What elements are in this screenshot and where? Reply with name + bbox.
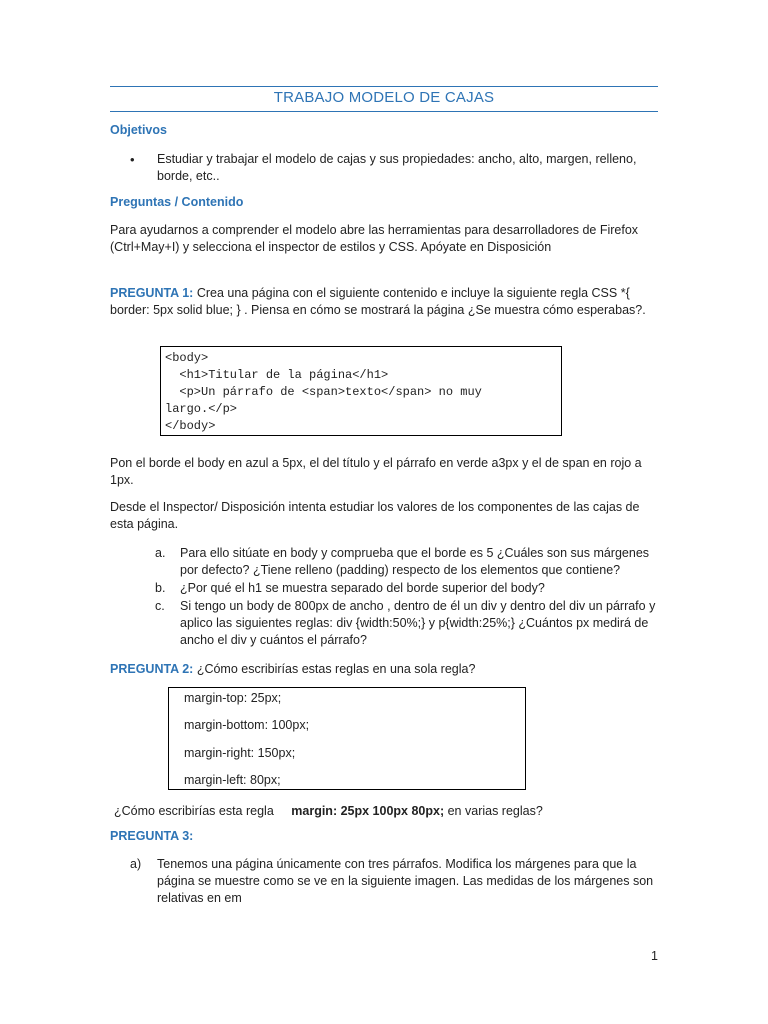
title-rule-bottom <box>110 111 658 112</box>
pregunta3-item-mark: a) <box>130 857 142 871</box>
code-line: </body> <box>165 419 216 433</box>
pregunta1-paragraph <box>110 285 662 319</box>
title-rule-top <box>110 86 658 87</box>
code-line: <h1>Titular de la página</h1> <box>165 368 389 382</box>
list-item-text-b: ¿Por qué el h1 se muestra separado del borde superior del body? <box>180 581 545 595</box>
pregunta2-question-bold: margin: 25px 100px 80px; <box>291 804 445 818</box>
margin-rules-box <box>168 687 526 790</box>
pregunta3-item-text: Tenemos una página únicamente con tres párrafos. Modifica los márgenes para que la página se muestre como se ve en la siguiente imagen. Las medidas de los márgenes son relativas en em <box>157 857 654 905</box>
code-block <box>160 346 562 436</box>
pregunta1-label: PREGUNTA 1: <box>110 286 194 300</box>
pregunta2-text: ¿Cómo escribirías estas reglas en una sola regla? <box>193 662 476 676</box>
margin-rule-line: margin-bottom: 100px; <box>184 718 310 732</box>
pregunta1-after-2: Desde el Inspector/ Disposición intenta estudiar los valores de los componentes de las cajas de esta página. <box>110 500 640 531</box>
margin-rule-line: margin-right: 150px; <box>184 746 296 760</box>
code-line: <body> <box>165 351 209 365</box>
list-item-mark-b: b. <box>155 581 166 595</box>
margin-rule-line: margin-top: 25px; <box>184 691 282 705</box>
intro-paragraph: Para ayudarnos a comprender el modelo abre las herramientas para desarrolladores de Firefox (Ctrl+May+I) y selecciona el inspector de estilos y CSS. Apóyate en Disposición <box>110 223 639 254</box>
pregunta3-label: PREGUNTA 3: <box>110 829 194 843</box>
list-item-text-c: Si tengo un body de 800px de ancho , dentro de él un div y dentro del div un párrafo y aplico las siguientes reglas: div {width:50%;} y p{width:25%;} ¿Cuántos px medirá de ancho el div y cuántos el párrafo? <box>180 599 656 647</box>
list-item-mark-c: c. <box>155 599 165 613</box>
pregunta2-paragraph <box>110 661 662 678</box>
list-item-text-a: Para ello sitúate en body y comprueba que el borde es 5 ¿Cuáles son sus márgenes por defecto? ¿Tiene relleno (padding) respecto de los elementos que contiene? <box>180 546 650 577</box>
bullet-icon: • <box>130 152 135 167</box>
page-number: 1 <box>651 949 658 963</box>
objetivos-bullet-text: Estudiar y trabajar el modelo de cajas y sus propiedades: ancho, alto, margen, relleno, borde, etc.. <box>157 152 637 183</box>
pregunta1-text: Crea una página con el siguiente contenido e incluye la siguiente regla CSS *{ border: 5px solid blue; } . Piensa en cómo se mostrará la página ¿Se muestra cómo esperabas?. <box>110 286 646 317</box>
code-line: <p>Un párrafo de <span>texto</span> no muy <box>165 385 482 399</box>
pregunta2-question-post: en varias reglas? <box>447 804 543 818</box>
margin-rule-line: margin-left: 80px; <box>184 773 281 787</box>
code-line: largo.</p> <box>165 402 238 416</box>
pregunta2-label: PREGUNTA 2: <box>110 662 194 676</box>
pregunta2-question-pre: ¿Cómo escribirías esta regla <box>114 804 274 818</box>
pregunta2-question <box>114 803 666 820</box>
objetivos-heading: Objetivos <box>110 123 167 137</box>
pregunta1-after-1: Pon el borde el body en azul a 5px, el del título y el párrafo en verde a3px y el de span en rojo a 1px. <box>110 456 642 487</box>
document-title: TRABAJO MODELO DE CAJAS <box>273 89 495 106</box>
preguntas-heading: Preguntas / Contenido <box>110 195 244 209</box>
list-item-mark-a: a. <box>155 546 166 560</box>
